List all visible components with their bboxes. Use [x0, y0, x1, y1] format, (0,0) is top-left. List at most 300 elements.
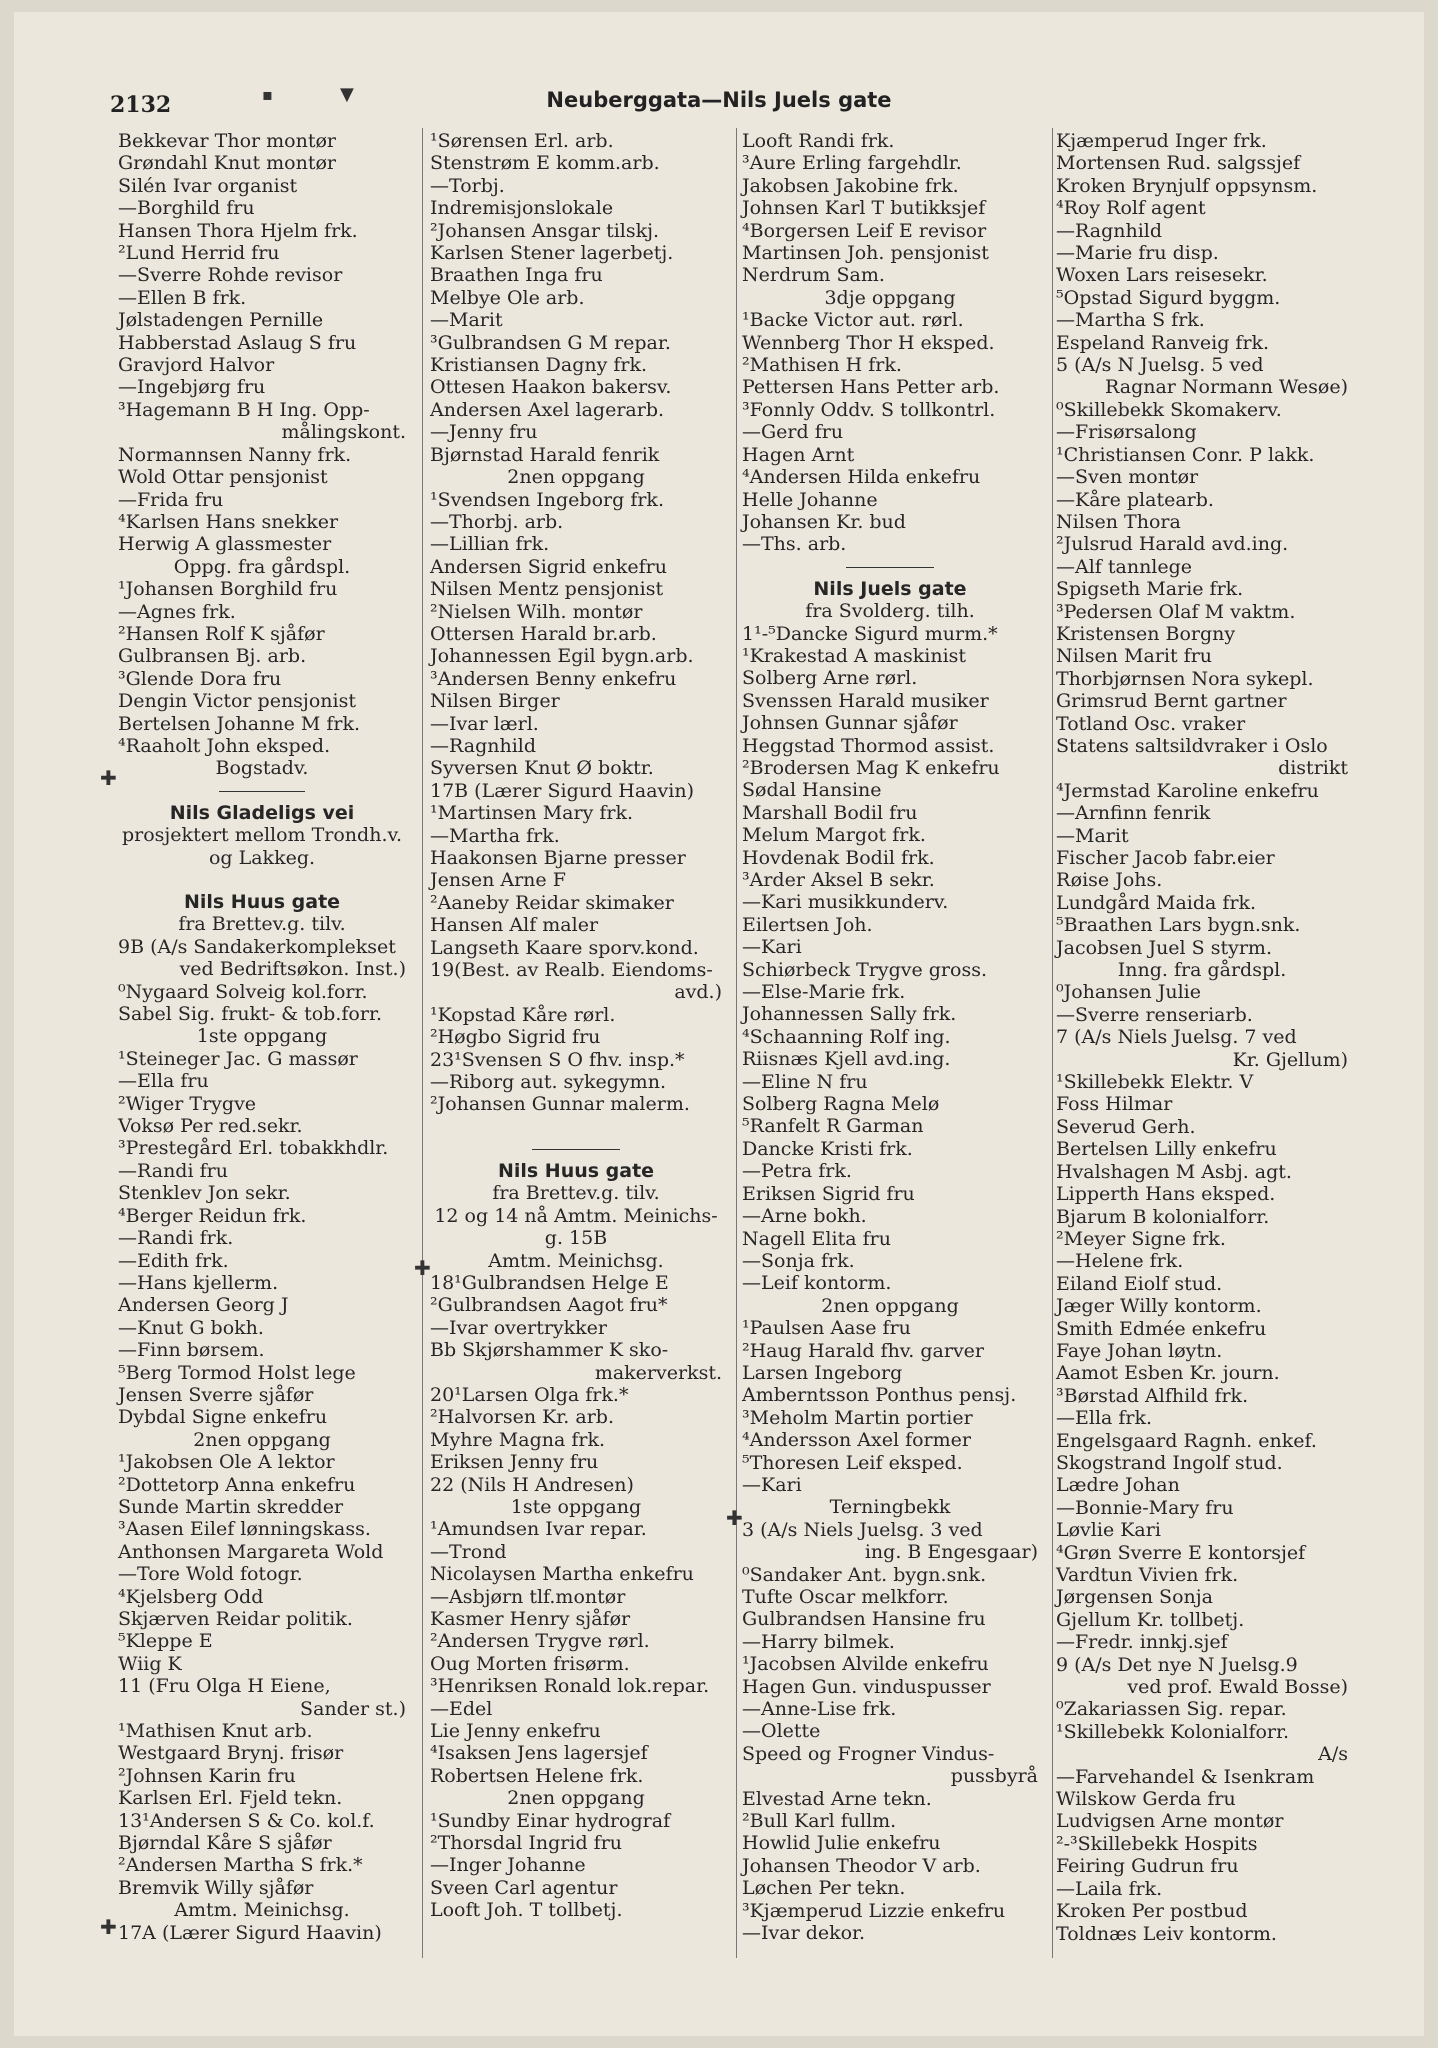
directory-entry: —Thorbj. arb.: [430, 510, 564, 533]
directory-entry: ²Gulbrandsen Aagot fru*: [430, 1294, 668, 1317]
directory-entry: ⁵Opstad Sigurd byggm.: [1056, 286, 1281, 309]
directory-entry: —Marit: [430, 309, 503, 332]
column-divider: [1052, 128, 1053, 1958]
directory-entry: Spigseth Marie frk.: [1056, 578, 1244, 601]
directory-entry: Bjørnstad Harald fenrik: [430, 443, 660, 466]
entry-continuation: ved prof. Ewald Bosse): [1127, 1676, 1348, 1699]
directory-entry: Ottesen Haakon bakersv.: [430, 376, 672, 399]
directory-entry: 5 (A/s N Juelsg. 5 ved: [1056, 354, 1264, 377]
directory-entry: —Olette: [742, 1720, 821, 1743]
directory-entry: ¹Jacobsen Alvilde enkefru: [742, 1653, 989, 1676]
directory-entry: ⁵Thoresen Leif eksped.: [742, 1451, 963, 1474]
directory-entry: ⁵Kleppe E: [118, 1630, 213, 1653]
directory-entry: ³Fonnly Oddv. S tollkontrl.: [742, 398, 996, 421]
running-head: Neuberggata—Nils Juels gate: [546, 88, 892, 112]
directory-entry: Eilertsen Joh.: [742, 913, 873, 936]
directory-entry: Eiland Eiolf stud.: [1056, 1272, 1223, 1295]
directory-entry: Løchen Per tekn.: [742, 1877, 906, 1900]
directory-entry: Mortensen Rud. salgssjef: [1056, 152, 1301, 175]
directory-entry: —Edel: [430, 1697, 493, 1720]
directory-entry: Hansen Alf maler: [430, 914, 599, 937]
directory-entry: Solberg Arne rørl.: [742, 667, 918, 690]
entry-continuation: makerverkst.: [594, 1361, 722, 1384]
directory-entry: Lie Jenny enkefru: [430, 1720, 601, 1743]
directory-entry: ³Aasen Eilef lønningskass.: [118, 1518, 371, 1541]
directory-entry: —Sverre Rohde revisor: [118, 264, 343, 287]
directory-entry: Dancke Kristi frk.: [742, 1137, 913, 1160]
directory-entry: ⁴Karlsen Hans snekker: [118, 510, 339, 533]
cross-marker-icon: ✚: [726, 1506, 743, 1530]
directory-entry: ³Gulbrandsen G M repar.: [430, 331, 671, 354]
directory-entry: Svenssen Harald musiker: [742, 689, 989, 712]
directory-entry: —Eline N fru: [742, 1070, 868, 1093]
street-heading: Nils Huus gate: [183, 891, 341, 913]
directory-entry: Grimsrud Bernt gartner: [1056, 690, 1287, 713]
directory-entry: Anthonsen Margareta Wold: [118, 1540, 384, 1563]
directory-entry: ¹Paulsen Aase fru: [742, 1317, 911, 1340]
directory-entry: ⁴Andersen Hilda enkefru: [742, 466, 981, 489]
directory-entry: ⁴Schaanning Rolf ing.: [742, 1025, 951, 1048]
directory-entry: ³Meholm Martin portier: [742, 1406, 973, 1429]
directory-entry: Nilsen Thora: [1056, 510, 1181, 533]
directory-entry: —Kåre platearb.: [1056, 488, 1214, 511]
directory-entry: Larsen Ingeborg: [742, 1361, 903, 1384]
directory-entry: —Frida fru: [118, 488, 224, 511]
directory-entry: Bremvik Willy sjåfør: [118, 1876, 314, 1899]
section-note: 1ste oppgang: [510, 1495, 642, 1518]
directory-entry: ⁵Ranfelt R Garman: [742, 1115, 924, 1138]
directory-entry: Langseth Kaare sporv.kond.: [430, 936, 699, 959]
directory-entry: ¹Mathisen Knut arb.: [118, 1720, 313, 1743]
directory-entry: Looft Joh. T tollbetj.: [430, 1899, 623, 1922]
entry-continuation: A/s: [1318, 1743, 1348, 1766]
directory-entry: Skogstrand Ingolf stud.: [1056, 1451, 1283, 1474]
section-note: Bogstadv.: [215, 757, 309, 780]
directory-entry: Nilsen Marit fru: [1056, 645, 1213, 668]
directory-entry: —Ivar lærl.: [430, 712, 539, 735]
directory-entry: 19(Best. av Realb. Eiendoms-: [430, 959, 713, 982]
directory-entry: Severud Gerh.: [1056, 1115, 1196, 1138]
section-note: Inng. fra gårdspl.: [1117, 959, 1287, 982]
section-note: g. 15B: [544, 1227, 608, 1250]
directory-entry: ²Wiger Trygve: [118, 1092, 257, 1115]
street-heading: Nils Juels gate: [813, 577, 967, 600]
directory-entry: Lundgård Maida frk.: [1056, 891, 1257, 914]
directory-entry: Bb Skjørshammer K sko-: [430, 1339, 669, 1362]
directory-entry: Foss Hilmar: [1056, 1093, 1173, 1116]
entry-continuation: ved Bedriftsøkon. Inst.): [179, 958, 406, 981]
directory-entry: —Ragnhild: [1056, 219, 1163, 242]
directory-entry: —Arne bokh.: [742, 1205, 867, 1228]
directory-entry: ¹Backe Victor aut. rørl.: [742, 309, 964, 332]
directory-entry: ²Johansen Gunnar malerm.: [430, 1093, 690, 1116]
directory-entry: Toldnæs Leiv kontorm.: [1056, 1922, 1277, 1945]
section-note: og Lakkeg.: [208, 846, 316, 869]
directory-column-3: [742, 130, 1038, 1945]
directory-entry: Speed og Frogner Vindus-: [742, 1742, 995, 1765]
directory-entry: ³Aure Erling fargehdlr.: [742, 152, 962, 175]
directory-entry: Totland Osc. vraker: [1056, 712, 1246, 735]
directory-entry: Wennberg Thor H eksped.: [742, 331, 995, 354]
directory-entry: Eriksen Sigrid fru: [742, 1182, 915, 1205]
directory-entry: Johnsen Gunnar sjåfør: [742, 712, 958, 735]
section-note: 2nen oppgang: [193, 1428, 331, 1451]
directory-entry: Nerdrum Sam.: [742, 264, 885, 287]
directory-entry: —Arnfinn fenrik: [1056, 802, 1211, 825]
directory-entry: Robertsen Helene frk.: [430, 1764, 644, 1787]
directory-entry: ⁵Berg Tormod Holst lege: [118, 1361, 356, 1384]
directory-entry: 9 (A/s Det nye N Juelsg.9: [1056, 1653, 1298, 1676]
section-rule: [742, 556, 1038, 578]
directory-entry: 20¹Larsen Olga frk.*: [430, 1383, 629, 1406]
directory-entry: Dybdal Signe enkefru: [118, 1406, 328, 1429]
directory-entry: Wilskow Gerda fru: [1056, 1788, 1236, 1811]
directory-entry: ²Andersen Trygve rørl.: [430, 1630, 650, 1653]
directory-entry: ²Bull Karl fullm.: [742, 1810, 897, 1833]
directory-entry: Hansen Thora Hjelm frk.: [118, 219, 358, 242]
directory-entry: 9B (A/s Sandakerkomplekset: [118, 935, 396, 958]
directory-entry: Syversen Knut Ø boktr.: [430, 757, 654, 780]
directory-entry: Ludvigsen Arne montør: [1056, 1810, 1284, 1833]
directory-entry: 13¹Andersen S & Co. kol.f.: [118, 1809, 375, 1832]
directory-entry: Vardtun Vivien frk.: [1056, 1564, 1239, 1586]
directory-entry: Eriksen Jenny fru: [430, 1451, 599, 1474]
directory-entry: Nilsen Mentz pensjonist: [430, 578, 664, 601]
directory-entry: Kjæmperud Inger frk.: [1056, 130, 1267, 152]
section-note: 2nen oppgang: [821, 1294, 959, 1317]
directory-entry: Herwig A glassmester: [118, 533, 332, 556]
directory-entry: Johannessen Egil bygn.arb.: [430, 645, 694, 668]
directory-entry: ¹Steineger Jac. G massør: [118, 1047, 358, 1070]
directory-entry: Gravjord Halvor: [118, 354, 275, 377]
directory-entry: ⁴Grøn Sverre E kontorsjef: [1056, 1541, 1306, 1564]
directory-entry: Schiørbeck Trygve gross.: [742, 958, 987, 981]
directory-entry: Røise Johs.: [1056, 869, 1163, 892]
section-note: 12 og 14 nå Amtm. Meinichs-: [434, 1204, 718, 1227]
directory-entry: —Martha S frk.: [1056, 309, 1205, 332]
directory-entry: ¹Sørensen Erl. arb.: [430, 130, 614, 152]
directory-entry: —Lillian frk.: [430, 533, 550, 556]
directory-entry: Jølstadengen Pernille: [118, 309, 324, 332]
directory-entry: —Inger Johanne: [430, 1854, 586, 1877]
directory-entry: Woxen Lars reisesekr.: [1056, 264, 1268, 287]
cross-marker-icon: ✚: [414, 1256, 431, 1280]
directory-entry: Aamot Esben Kr. journ.: [1056, 1362, 1280, 1385]
directory-entry: —Knut G bokh.: [118, 1316, 264, 1339]
directory-entry: ²Johnsen Karin fru: [118, 1764, 296, 1787]
directory-entry: 17A (Lærer Sigurd Haavin): [118, 1921, 382, 1944]
directory-entry: Engelsgaard Ragnh. enkef.: [1056, 1429, 1317, 1452]
directory-entry: ²Haug Harald fhv. garver: [742, 1339, 984, 1362]
directory-entry: Grøndahl Knut montør: [118, 152, 336, 175]
page-number: 2132: [110, 92, 172, 118]
column-divider: [422, 128, 423, 1958]
directory-entry: Jacobsen Juel S styrm.: [1056, 936, 1272, 959]
directory-entry: Dengin Victor pensjonist: [118, 690, 356, 713]
directory-entry: ¹Amundsen Ivar repar.: [430, 1518, 647, 1541]
directory-entry: Solberg Ragna Melø: [742, 1093, 940, 1116]
directory-entry: Elvestad Arne tekn.: [742, 1787, 932, 1810]
directory-entry: Jørgensen Sonja: [1056, 1586, 1213, 1609]
ink-blot-icon: ▪: [262, 85, 273, 104]
directory-entry: Fischer Jacob fabr.eier: [1056, 847, 1275, 869]
directory-entry: Gulbransen Bj. arb.: [118, 645, 307, 668]
directory-entry: ³Kjæmperud Lizzie enkefru: [742, 1899, 1006, 1922]
directory-column-1: [118, 130, 406, 1944]
directory-entry: —Leif kontorm.: [742, 1272, 892, 1295]
directory-entry: —Borghild fru: [118, 197, 255, 220]
directory-entry: Sødal Hansine: [742, 779, 882, 802]
directory-entry: —Bonnie-Mary fru: [1056, 1496, 1234, 1519]
directory-entry: Johnsen Karl T butikksjef: [742, 197, 986, 220]
directory-entry: —Petra frk.: [742, 1160, 852, 1183]
section-note: fra Svolderg. tilh.: [805, 600, 975, 623]
directory-entry: Sunde Martin skredder: [118, 1495, 344, 1518]
directory-entry: Faye Johan løytn.: [1056, 1339, 1223, 1362]
street-heading: Nils Huus gate: [497, 1159, 655, 1182]
section-note: 2nen oppgang: [507, 1787, 645, 1810]
directory-entry: Jensen Sverre sjåfør: [118, 1383, 314, 1406]
directory-entry: Lipperth Hans eksped.: [1056, 1183, 1276, 1206]
directory-entry: —Frisørsalong: [1056, 421, 1197, 444]
section-rule: [430, 1138, 722, 1160]
directory-entry: 17B (Lærer Sigurd Haavin): [430, 779, 694, 802]
directory-entry: 11 (Fru Olga H Eiene,: [118, 1675, 331, 1698]
directory-entry: Martinsen Joh. pensjonist: [742, 242, 989, 265]
directory-entry: Hagen Arnt: [742, 443, 855, 466]
entry-continuation: avd.): [674, 981, 722, 1004]
section-note: 1ste oppgang: [196, 1025, 328, 1048]
section-note: Terningbekk: [829, 1496, 951, 1519]
directory-entry: ⁴Isaksen Jens lagersjef: [430, 1742, 648, 1765]
street-heading: Nils Gladeligs vei: [169, 801, 355, 824]
entry-continuation: ing. B Engesgaar): [864, 1541, 1038, 1564]
directory-entry: Voksø Per red.sekr.: [118, 1115, 303, 1138]
directory-entry: ²Lund Herrid fru: [118, 242, 280, 265]
directory-entry: —Ivar overtrykker: [430, 1316, 607, 1339]
directory-entry: Ottersen Harald br.arb.: [430, 622, 657, 645]
directory-entry: ²Halvorsen Kr. arb.: [430, 1406, 614, 1429]
directory-entry: Skjærven Reidar politik.: [118, 1608, 353, 1630]
entry-continuation: distrikt: [1278, 757, 1348, 780]
directory-entry: ²Thorsdal Ingrid fru: [430, 1832, 623, 1855]
directory-entry: Jæger Willy kontorm.: [1056, 1295, 1262, 1318]
section-note: prosjektert mellom Trondh.v.: [121, 824, 403, 847]
directory-entry: Hagen Gun. vinduspusser: [742, 1675, 991, 1698]
directory-entry: —Laila frk.: [1056, 1877, 1163, 1900]
directory-entry: Marshall Bodil fru: [742, 801, 918, 824]
directory-entry: Andersen Georg J: [118, 1294, 289, 1317]
directory-entry: ²Dottetorp Anna enkefru: [118, 1473, 356, 1496]
directory-entry: Myhre Magna frk.: [430, 1428, 606, 1451]
directory-entry: ⁴Borgersen Leif E revisor: [742, 219, 987, 242]
directory-entry: 23¹Svensen S O fhv. insp.*: [430, 1048, 685, 1071]
directory-entry: —Asbjørn tlf.montør: [430, 1585, 626, 1608]
directory-entry: Sabel Sig. frukt- & tob.forr.: [118, 1003, 382, 1026]
directory-entry: Bjørndal Kåre S sjåfør: [118, 1832, 332, 1855]
directory-entry: ⁴Raaholt John eksped.: [118, 734, 331, 757]
section-note: fra Brettev.g. tilv.: [492, 1182, 660, 1205]
directory-entry: Indremisjonslokale: [430, 197, 614, 220]
directory-entry: Sveen Carl agentur: [430, 1876, 618, 1899]
section-note: fra Brettev.g. tilv.: [178, 913, 346, 936]
cross-marker-icon: ✚: [100, 766, 117, 790]
directory-entry: —Ivar dekor.: [742, 1922, 866, 1945]
directory-entry: ¹Martinsen Mary frk.: [430, 802, 634, 825]
directory-entry: —Alf tannlege: [1056, 555, 1193, 578]
directory-entry: ²Nielsen Wilh. montør: [430, 600, 643, 623]
directory-entry: Pettersen Hans Petter arb.: [742, 376, 1000, 399]
directory-entry: ⁰Skillebekk Skomakerv.: [1056, 398, 1282, 421]
section-note: Oppg. fra gårdspl.: [173, 555, 351, 578]
directory-column-4: [1056, 130, 1348, 1945]
directory-entry: ⁰Zakariassen Sig. repar.: [1056, 1698, 1287, 1721]
directory-entry: Helle Johanne: [742, 488, 878, 511]
directory-entry: —Marie fru disp.: [1056, 242, 1219, 265]
directory-entry: Haakonsen Bjarne presser: [430, 847, 686, 869]
directory-entry: Jensen Arne F: [430, 869, 566, 892]
section-note: Amtm. Meinichsg.: [488, 1249, 664, 1272]
directory-entry: —Sverre renseriarb.: [1056, 1003, 1253, 1026]
directory-entry: —Tore Wold fotogr.: [118, 1563, 303, 1586]
directory-entry: ²Brodersen Mag K enkefru: [742, 756, 1000, 779]
directory-entry: —Ingebjørg fru: [118, 376, 266, 399]
directory-entry: Amberntsson Ponthus pensj.: [742, 1384, 1017, 1407]
section-note: 3dje oppgang: [824, 286, 956, 309]
directory-entry: Bertelsen Johanne M frk.: [118, 712, 361, 735]
directory-entry: ⁴Berger Reidun frk.: [118, 1204, 307, 1227]
entry-continuation: Sander st.): [300, 1697, 406, 1720]
directory-entry: ³Børstad Alfhild frk.: [1056, 1384, 1249, 1407]
directory-entry: Kristensen Borgny: [1056, 622, 1236, 645]
directory-entry: —Trond: [430, 1540, 507, 1563]
directory-entry: ⁴Andersson Axel former: [742, 1429, 971, 1452]
directory-entry: Westgaard Brynj. frisør: [118, 1742, 344, 1765]
directory-entry: Statens saltsildvraker i Oslo: [1056, 734, 1328, 757]
directory-entry: Stenklev Jon sekr.: [118, 1182, 291, 1205]
directory-entry: Tufte Oscar melkforr.: [742, 1586, 949, 1608]
entry-continuation: Kr. Gjellum): [1232, 1048, 1348, 1071]
directory-entry: 1¹-⁵Dancke Sigurd murm.*: [742, 622, 998, 645]
directory-entry: Espeland Ranveig frk.: [1056, 331, 1270, 354]
directory-entry: 18¹Gulbrandsen Helge E: [430, 1271, 669, 1294]
directory-entry: Stenstrøm E komm.arb.: [430, 152, 660, 175]
entry-continuation: Ragnar Normann Wesøe): [1105, 376, 1348, 399]
directory-entry: ⁰Johansen Julie: [1056, 981, 1201, 1004]
directory-entry: —Marit: [1056, 824, 1129, 847]
directory-entry: ¹Johansen Borghild fru: [118, 578, 338, 601]
directory-entry: Wold Ottar pensjonist: [118, 466, 328, 489]
directory-entry: Normannsen Nanny frk.: [118, 443, 352, 466]
directory-entry: ¹Sundby Einar hydrograf: [430, 1809, 671, 1832]
directory-entry: —Anne-Lise frk.: [742, 1698, 897, 1721]
directory-entry: —Randi frk.: [118, 1227, 234, 1250]
directory-entry: ²Aaneby Reidar skimaker: [430, 891, 674, 914]
directory-entry: ⁴Jermstad Karoline enkefru: [1056, 779, 1319, 802]
directory-entry: Wiig K: [118, 1652, 182, 1675]
directory-entry: ²Julsrud Harald avd.ing.: [1056, 533, 1289, 556]
section-note: Amtm. Meinichsg.: [174, 1899, 350, 1922]
directory-column-2: [430, 130, 722, 1922]
directory-entry: Habberstad Aslaug S fru: [118, 331, 357, 354]
directory-entry: Karlsen Stener lagerbetj.: [430, 242, 674, 265]
directory-entry: Gulbrandsen Hansine fru: [742, 1608, 986, 1631]
directory-entry: ³Andersen Benny enkefru: [430, 667, 677, 690]
directory-entry: —Ella frk.: [1056, 1407, 1153, 1430]
directory-entry: 3 (A/s Niels Juelsg. 3 ved: [742, 1518, 983, 1541]
directory-entry: Lædre Johan: [1056, 1474, 1180, 1497]
directory-entry: ¹Jakobsen Ole A lektor: [118, 1451, 335, 1474]
directory-entry: ³Arder Aksel B sekr.: [742, 869, 935, 891]
directory-entry: ²Johansen Ansgar tilskj.: [430, 219, 660, 242]
directory-entry: ³Prestegård Erl. tobakkhdlr.: [118, 1137, 389, 1160]
directory-entry: ¹Kopstad Kåre rørl.: [430, 1003, 616, 1026]
directory-entry: Bjarum B kolonialforr.: [1056, 1205, 1270, 1228]
directory-entry: Bekkevar Thor montør: [118, 130, 336, 152]
directory-entry: —Else-Marie frk.: [742, 981, 906, 1004]
column-divider: [736, 128, 737, 1958]
directory-entry: Nagell Elita fru: [742, 1227, 891, 1250]
entry-continuation: pussbyrå: [950, 1765, 1038, 1788]
directory-entry: Riisnæs Kjell avd.ing.: [742, 1048, 951, 1071]
directory-entry: —Torbj.: [430, 174, 505, 197]
directory-entry: Howlid Julie enkefru: [742, 1832, 941, 1855]
directory-entry: Braathen Inga fru: [430, 264, 603, 287]
directory-entry: Nicolaysen Martha enkefru: [430, 1563, 694, 1586]
directory-entry: —Finn børsem.: [118, 1339, 265, 1362]
directory-entry: Hvalshagen M Asbj. agt.: [1056, 1160, 1292, 1183]
directory-entry: Gjellum Kr. tollbetj.: [1056, 1608, 1245, 1631]
directory-entry: —Kari: [742, 936, 802, 959]
directory-entry: ²Andersen Martha S frk.*: [118, 1854, 363, 1877]
section-note: 2nen oppgang: [507, 466, 645, 489]
directory-entry: —Sonja frk.: [742, 1249, 855, 1272]
directory-entry: —Ellen B frk.: [118, 286, 247, 309]
directory-entry: —Riborg aut. sykegymn.: [430, 1071, 666, 1094]
directory-entry: Andersen Sigrid enkefru: [430, 555, 667, 578]
directory-entry: Karlsen Erl. Fjeld tekn.: [118, 1787, 343, 1810]
directory-entry: —Randi fru: [118, 1159, 228, 1182]
directory-entry: Heggstad Thormod assist.: [742, 734, 995, 757]
directory-entry: —Agnes frk.: [118, 600, 236, 623]
directory-entry: 7 (A/s Niels Juelsg. 7 ved: [1056, 1026, 1297, 1049]
directory-entry: —Hans kjellerm.: [118, 1271, 279, 1294]
directory-entry: Kroken Brynjulf oppsynsm.: [1056, 174, 1318, 197]
directory-entry: ⁵Braathen Lars bygn.snk.: [1056, 914, 1301, 937]
directory-entry: Andersen Axel lagerarb.: [430, 398, 665, 421]
directory-entry: —Ragnhild: [430, 734, 537, 757]
directory-entry: ¹Krakestad A maskinist: [742, 644, 967, 667]
directory-entry: —Gerd fru: [742, 421, 844, 444]
directory-entry: —Ths. arb.: [742, 533, 847, 556]
directory-entry: ⁰Sandaker Ant. bygn.snk.: [742, 1563, 987, 1586]
directory-entry: Kasmer Henry sjåfør: [430, 1608, 631, 1630]
directory-entry: Oug Morten frisørm.: [430, 1652, 630, 1675]
directory-entry: Melum Margot frk.: [742, 824, 926, 847]
directory-entry: —Ella fru: [118, 1070, 209, 1093]
directory-entry: ³Pedersen Olaf M vaktm.: [1056, 600, 1296, 623]
directory-entry: ²Meyer Signe frk.: [1056, 1227, 1226, 1250]
directory-entry: —Sven montør: [1056, 466, 1199, 489]
directory-entry: —Martha frk.: [430, 824, 560, 847]
directory-entry: Thorbjørnsen Nora sykepl.: [1056, 667, 1314, 690]
directory-entry: —Jenny fru: [430, 421, 538, 444]
directory-entry: Bertelsen Lilly enkefru: [1056, 1138, 1277, 1161]
directory-entry: Kristiansen Dagny frk.: [430, 354, 648, 377]
directory-entry: Feiring Gudrun fru: [1056, 1855, 1239, 1878]
directory-entry: 22 (Nils H Andresen): [430, 1473, 634, 1496]
directory-entry: ²-³Skillebekk Hospits: [1056, 1832, 1258, 1855]
